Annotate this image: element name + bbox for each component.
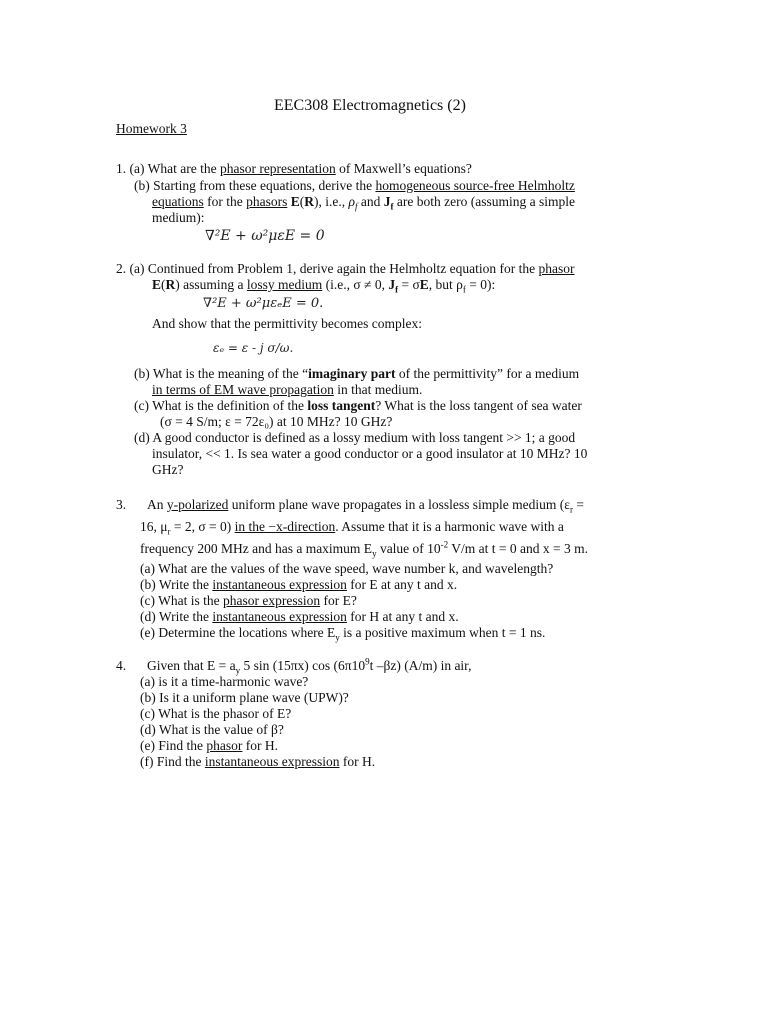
q1-part-b-line1: (b) Starting from these equations, derive the homogeneous source-free Helmholtz [134,178,575,193]
q4-given: Given that $E = a_y$ 5 sin (15πx) $\cos (6\pi 10^9t$ –βz) (A/m) in air, [147,656,472,676]
q4-part-f: (f) Find the instantaneous expression for H. [140,754,376,769]
q2-part-d-line3: GHz? [152,462,184,477]
q4-part-c: (c) What is the phasor of E? [140,706,292,721]
q4-part-b: (b) Is it a uniform plane wave (UPW)? [140,690,349,705]
q2-part-a-line1: 2. (a) Continued from Problem 1, derive again the Helmholtz equation for the phasor [116,261,575,276]
q3-line1: An y-polarized uniform plane wave propagates in a lossless simple medium ($\varepsilon_r$ = [147,497,584,515]
page-title: EEC308 Electromagnetics (2) [274,97,466,114]
q1-part-b-line2: equations for the phasors E(R), i.e., $\rho_f$ and $J_f$ are both zero (assuming a simple [152,194,575,212]
helmholtz-equation: ∇²E + ω²μεE = 0 [205,228,325,244]
q1-part-a: 1. (a) What are the phasor representation of Maxwell’s equations? [116,161,472,176]
lossy-helmholtz-equation: ∇²E + ω²μεₑE = 0. [203,296,324,311]
q3-part-a: (a) What are the values of the wave speed, wave number k, and wavelength? [140,561,554,576]
q3-part-d: (d) Write the instantaneous expression for H at any t and x. [140,609,459,624]
q2-part-c-line2: (σ = 4 S/m; ε = 72ε₀) at 10 MHz? 10 GHz? [160,414,393,429]
q4-number: 4. [116,658,127,673]
complex-permittivity-equation: εₑ = ε - j σ/ω. [213,341,294,355]
q2-part-a-line2: E(R) assuming a lossy medium (i.e., σ ≠ 0, $J_f = \sigma E$, but $\rho_f = 0$): [152,277,496,295]
q2-part-c-line1: (c) What is the definition of the loss tangent? What is the loss tangent of sea water [134,398,582,413]
q2-part-b-line2: in terms of EM wave propagation in that medium. [152,382,423,397]
homework-label: Homework 3 [116,121,187,136]
q1-part-b-line3: medium): [152,210,205,225]
q3-part-b: (b) Write the instantaneous expression for E at any t and x. [140,577,458,592]
q2-show-complex: And show that the permittivity becomes complex: [152,316,422,331]
q2-part-d-line2: insulator, << 1. Is sea water a good conductor or a good insulator at 10 MHz? 10 [152,446,588,461]
q3-part-e: (e) Determine the locations where $E_y$ is a positive maximum when t = 1 ns. [140,625,546,643]
q3-line2: 16, $\mu_r = 2$, σ = 0) in the −x-direction. Assume that it is a harmonic wave with a [140,519,564,537]
q4-part-a: (a) is it a time-harmonic wave? [140,674,309,689]
q4-part-e: (e) Find the phasor for H. [140,738,278,753]
q3-part-c: (c) What is the phasor expression for E? [140,593,357,608]
q3-number: 3. [116,497,127,512]
q2-part-b-line1: (b) What is the meaning of the “imaginary part of the permittivity” for a medium [134,366,580,381]
q3-line3: frequency 200 MHz and has a maximum $E_y$ value of $10^{-2}$ V/m at t = 0 and x = 3 m. [140,539,589,559]
q4-part-d: (d) What is the value of β? [140,722,284,737]
q2-part-d-line1: (d) A good conductor is defined as a lossy medium with loss tangent >> 1; a good [134,430,576,445]
